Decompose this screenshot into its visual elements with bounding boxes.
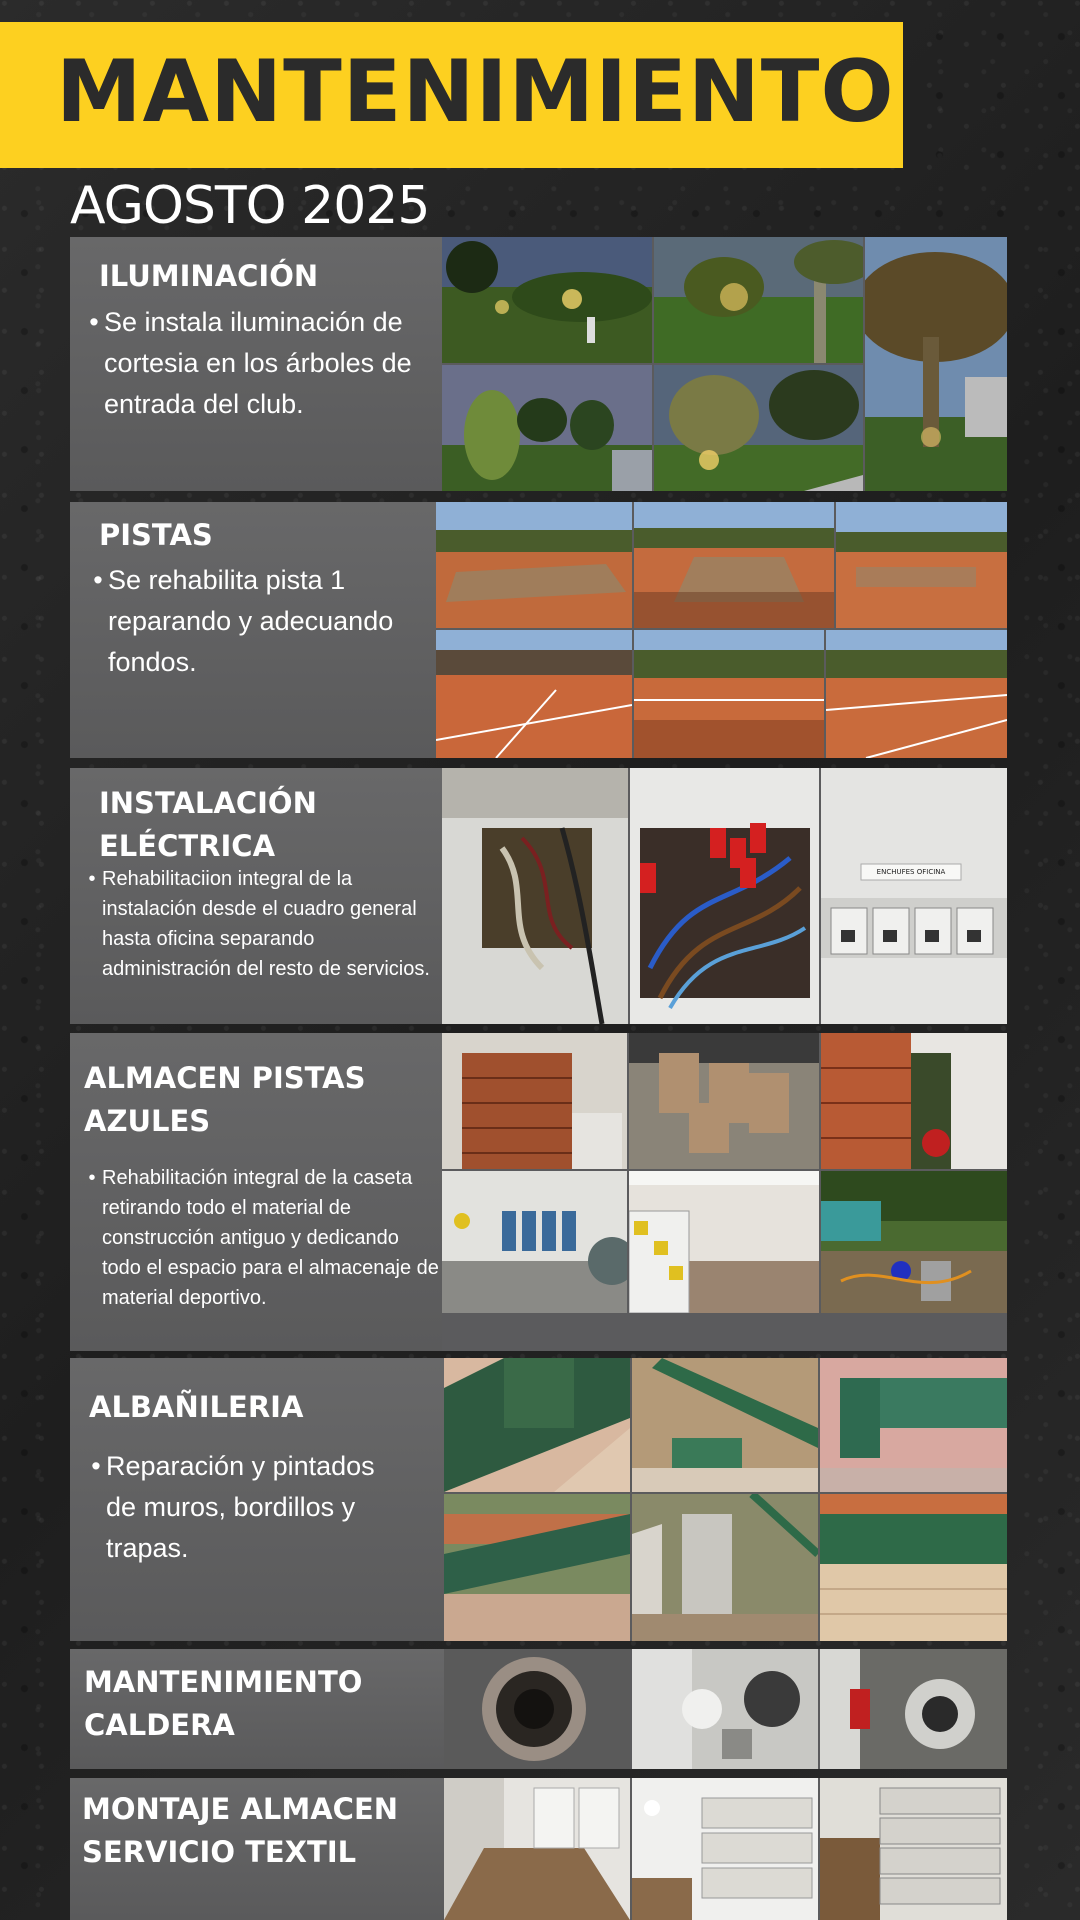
- photo-gallery: [442, 768, 1007, 1024]
- section-title: ALBAÑILERIA: [89, 1390, 304, 1424]
- bullet-dot: •: [88, 868, 96, 890]
- section-pistas: [70, 502, 1007, 758]
- green-ramp-photo: [444, 1358, 630, 1492]
- boiler-burner-photo: [820, 1649, 1007, 1769]
- photo-gallery: [444, 1778, 1007, 1920]
- section-instalacion-electrica: [70, 768, 1007, 1024]
- bullet-dot: •: [89, 307, 99, 337]
- green-court-wall-photo: [820, 1494, 1007, 1641]
- section-bullet: [82, 1163, 440, 1313]
- bullet-text: Se rehabilita pista 1 reparando y adecuando fondos.: [108, 565, 394, 677]
- green-wall-corner-photo: [820, 1358, 1007, 1492]
- wiring-box-photo: [442, 768, 628, 1024]
- textile-bins-photo: [820, 1778, 1007, 1920]
- lit-shrubs-photo: [442, 365, 652, 491]
- breaker-panel-photo: [821, 768, 1007, 1024]
- clay-court-before-1-photo: [436, 502, 632, 628]
- photo-gallery: [442, 1033, 1007, 1351]
- lit-olive-tree-photo: [654, 237, 863, 363]
- clay-court-before-3-photo: [836, 502, 1007, 628]
- pine-tree-dusk-photo: [865, 237, 1007, 491]
- photo-gallery: [444, 1649, 1007, 1769]
- section-bullet: [82, 864, 440, 984]
- bullet-dot: •: [88, 1167, 96, 1189]
- page-title: MANTENIMIENTO: [56, 42, 895, 142]
- clay-court-before-2-photo: [634, 502, 834, 628]
- section-title: PISTAS: [99, 518, 213, 552]
- page-subtitle: AGOSTO 2025: [70, 176, 430, 236]
- section-title: ILUMINACIÓN: [99, 259, 319, 293]
- bullet-text: Rehabilitación integral de la caseta retirando todo el material de construcción antiguo y dedicando todo el espacio para el almacenaje de material deportivo.: [102, 1167, 439, 1309]
- section-text-panel: [70, 237, 442, 491]
- section-text-panel: [70, 502, 436, 758]
- section-text-panel: [70, 768, 442, 1024]
- paving-stones-photo: [629, 1033, 819, 1169]
- boiler-parts-photo: [632, 1649, 818, 1769]
- red-connectors-cables-photo: [630, 768, 819, 1024]
- section-title: MONTAJE ALMACEN SERVICIO TEXTIL: [82, 1792, 399, 1869]
- green-low-wall-photo: [444, 1494, 630, 1641]
- textile-shelving-photo: [632, 1778, 818, 1920]
- section-title: INSTALACIÓN ELÉCTRICA: [99, 786, 317, 863]
- textile-corridor-photo: [444, 1778, 630, 1920]
- panel-label: ENCHUFES OFICINA: [876, 868, 946, 876]
- olive-tree-uplight-photo: [654, 365, 863, 491]
- photo-gallery: [436, 502, 1007, 758]
- section-iluminacion: [70, 237, 1007, 491]
- clay-court-after-3-photo: [826, 630, 1007, 758]
- gate-repair-photo: [632, 1494, 818, 1641]
- section-text-panel: [70, 1778, 444, 1920]
- bullet-text: Reparación y pintados de muros, bordillos y trapas.: [106, 1451, 375, 1563]
- empty-room-shelves-photo: [629, 1171, 819, 1313]
- garden-night-lights-photo: [442, 237, 652, 363]
- clay-court-after-1-photo: [436, 630, 632, 758]
- bullet-dot: •: [91, 1451, 101, 1481]
- section-title: MANTENIMIENTO CALDERA: [84, 1665, 363, 1742]
- garden-pump-photo: [821, 1171, 1007, 1313]
- title-banner: [0, 22, 903, 168]
- sports-equipment-storage-photo: [442, 1171, 627, 1313]
- section-bullet: [84, 302, 440, 425]
- section-bullet: [88, 560, 428, 683]
- section-title: ALMACEN PISTAS AZULES: [84, 1061, 366, 1138]
- section-bullet: [86, 1446, 406, 1569]
- section-text-panel: [70, 1649, 444, 1769]
- section-albanileria: [70, 1358, 1007, 1641]
- bricks-closeup-photo: [821, 1033, 1007, 1169]
- green-curb-trap-photo: [632, 1358, 818, 1492]
- bullet-dot: •: [93, 565, 103, 595]
- bullet-text: Rehabilitaciion integral de la instalación desde el cuadro general hasta oficina separando administración del resto de servicios.: [102, 868, 430, 980]
- bullet-text: Se instala iluminación de cortesia en los árboles de entrada del club.: [104, 307, 412, 419]
- section-montaje-almacen-servicio-textil: [70, 1778, 1007, 1920]
- section-text-panel: [70, 1358, 444, 1641]
- clay-court-after-2-photo: [634, 630, 824, 758]
- section-almacen-pistas-azules: [70, 1033, 1007, 1351]
- photo-gallery: [442, 237, 1007, 491]
- section-mantenimiento-caldera: [70, 1649, 1007, 1769]
- section-text-panel: [70, 1033, 442, 1351]
- boiler-chamber-photo: [444, 1649, 630, 1769]
- photo-gallery: [444, 1358, 1007, 1641]
- stacked-bricks-photo: [442, 1033, 627, 1169]
